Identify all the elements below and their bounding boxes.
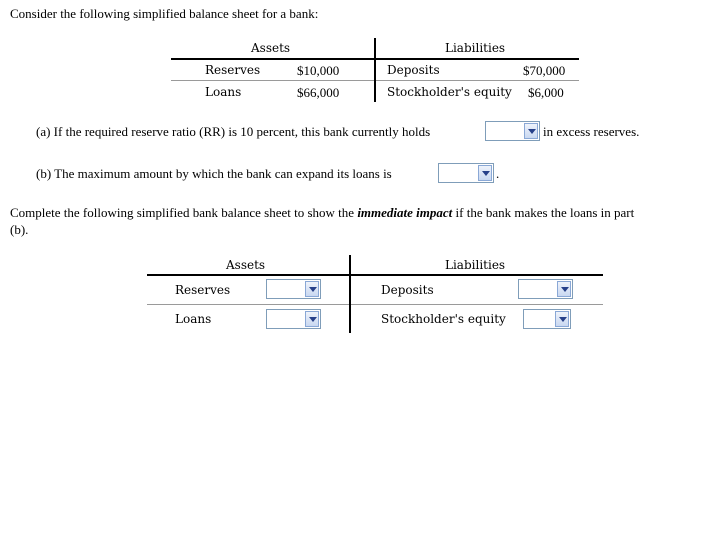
- question-b-text: (b) The maximum amount by which the bank can expand its loans is: [36, 166, 392, 181]
- reserves-dropdown[interactable]: [266, 279, 321, 299]
- sheet1-row-rule-left: [171, 80, 374, 81]
- question-a-text: (a) If the required reserve ratio (RR) is 10 percent, this bank currently holds: [36, 124, 431, 139]
- max-loan-expansion-dropdown[interactable]: [438, 163, 494, 183]
- sheet1-deposits-label: Deposits: [387, 63, 440, 77]
- chevron-down-icon[interactable]: [305, 281, 319, 297]
- sheet2-reserves-label: Reserves: [175, 283, 231, 297]
- sheet1-loans-value: $66,000: [297, 85, 340, 100]
- instruction-line-2: (b).: [10, 222, 29, 237]
- sheet1-loans-label: Loans: [205, 85, 242, 99]
- sheet2-row-rule-left: [147, 304, 349, 305]
- assets-header: Assets: [251, 41, 291, 55]
- loans-dropdown[interactable]: [266, 309, 321, 329]
- sheet2-loans-label: Loans: [175, 312, 212, 326]
- instruction-after: if the bank makes the loans in part: [455, 205, 635, 220]
- sheet1-equity-label: Stockholder's equity: [387, 85, 512, 99]
- intro-text: Consider the following simplified balance sheet for a bank:: [10, 6, 319, 21]
- sheet2-header-rule: [147, 274, 603, 276]
- instruction-line-1: [10, 205, 634, 221]
- sheet2-divider: [349, 255, 351, 333]
- sheet2-equity-label: Stockholder's equity: [381, 312, 506, 326]
- chevron-down-icon[interactable]: [557, 281, 571, 297]
- liabilities-header: Liabilities: [445, 41, 506, 55]
- excess-reserves-dropdown[interactable]: [485, 121, 540, 141]
- equity-dropdown[interactable]: [523, 309, 571, 329]
- assets-header: Assets: [226, 258, 266, 272]
- question-b-suffix: .: [496, 166, 500, 181]
- chevron-down-icon[interactable]: [524, 123, 538, 139]
- sheet2-deposits-label: Deposits: [381, 283, 434, 297]
- sheet1-divider: [374, 38, 376, 102]
- sheet1-reserves-value: $10,000: [297, 63, 340, 78]
- sheet1-deposits-value: $70,000: [523, 63, 566, 78]
- chevron-down-icon[interactable]: [555, 311, 569, 327]
- sheet1-reserves-label: Reserves: [205, 63, 261, 77]
- deposits-dropdown[interactable]: [518, 279, 573, 299]
- chevron-down-icon[interactable]: [305, 311, 319, 327]
- instruction-emphasis: immediate impact: [357, 205, 453, 220]
- liabilities-header: Liabilities: [445, 258, 506, 272]
- question-a-suffix: in excess reserves.: [543, 124, 640, 139]
- sheet1-row-rule-right: [376, 80, 579, 81]
- instruction-before: Complete the following simplified bank balance sheet to show the: [10, 205, 355, 220]
- sheet2-row-rule-right: [351, 304, 603, 305]
- sheet1-equity-value: $6,000: [528, 85, 564, 100]
- chevron-down-icon[interactable]: [478, 165, 492, 181]
